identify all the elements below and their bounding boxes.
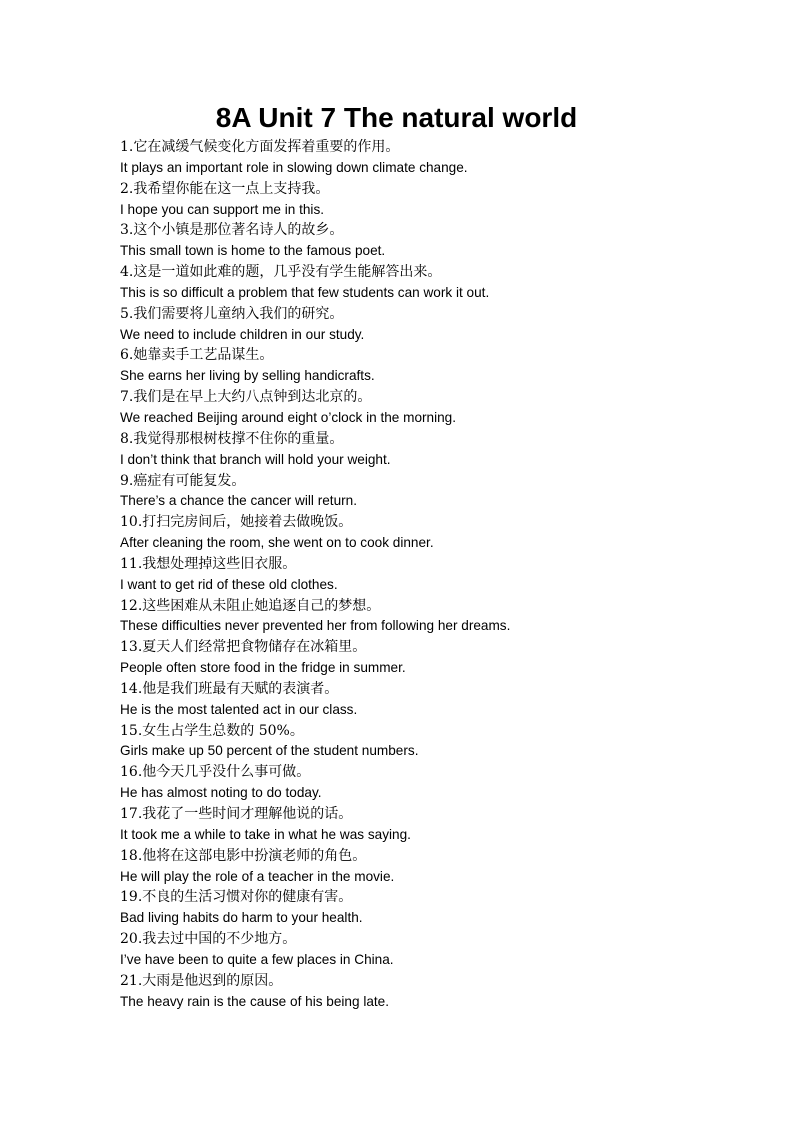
chinese-sentence: 20.我去过中国的不少地方。: [120, 931, 297, 948]
chinese-sentence: 6.她靠卖手工艺品谋生。: [120, 347, 274, 364]
chinese-sentence: 12.这些困难从未阻止她追逐自己的梦想。: [120, 597, 381, 614]
english-translation: The heavy rain is the cause of his being late.: [120, 993, 390, 1009]
english-translation: We need to include children in our study.: [120, 326, 365, 342]
chinese-sentence: 14.他是我们班最有天赋的表演者。: [120, 680, 339, 697]
english-translation: We reached Beijing around eight o’clock in the morning.: [120, 409, 457, 425]
english-translation: He has almost noting to do today.: [120, 785, 322, 801]
english-translation: She earns her living by selling handicrafts.: [120, 368, 375, 384]
chinese-sentence: 11.我想处理掉这些旧衣服。: [120, 555, 297, 572]
english-translation: People often store food in the fridge in summer.: [120, 660, 406, 676]
english-translation: After cleaning the room, she went on to cook dinner.: [120, 535, 434, 551]
english-translation: Bad living habits do harm to your health.: [120, 910, 363, 926]
chinese-sentence: 17.我花了一些时间才理解他说的话。: [120, 806, 353, 822]
english-translation: It plays an important role in slowing down climate change.: [120, 159, 468, 175]
chinese-sentence: 10.打扫完房间后，她接着去做晚饭。: [120, 514, 353, 531]
chinese-sentence: 13.夏天人们经常把食物储存在冰箱里。: [120, 639, 367, 656]
chinese-sentence: 8.我觉得那根树枝撑不住你的重量。: [120, 430, 344, 447]
chinese-sentence: 21.大雨是他迟到的原因。: [120, 972, 283, 989]
page-title: 8A Unit 7 The natural world: [215, 102, 578, 133]
english-translation: I hope you can support me in this.: [120, 201, 325, 217]
chinese-sentence: 5.我们需要将儿童纳入我们的研究。: [120, 305, 344, 322]
english-translation: I’ve have been to quite a few places in China.: [120, 951, 394, 967]
chinese-sentence: 3.这个小镇是那位著名诗人的故乡。: [120, 222, 344, 239]
chinese-sentence: 15.女生占学生总数的 50%。: [120, 722, 304, 739]
chinese-sentence: 9.癌症有可能复发。: [120, 472, 246, 489]
english-translation: There’s a chance the cancer will return.: [120, 493, 358, 509]
chinese-sentence: 18.他将在这部电影中扮演老师的角色。: [120, 847, 367, 864]
english-translation: I want to get rid of these old clothes.: [120, 576, 338, 592]
english-translation: Girls make up 50 percent of the student numbers.: [120, 743, 419, 759]
sentence-list: [120, 137, 740, 1012]
chinese-sentence: 4.这是一道如此难的题，几乎没有学生能解答出来。: [120, 264, 442, 281]
chinese-sentence: 2.我希望你能在这一点上支持我。: [120, 180, 330, 197]
english-translation: He is the most talented act in our class.: [120, 701, 358, 717]
english-translation: These difficulties never prevented her from following her dreams.: [120, 618, 511, 634]
english-translation: I don’t think that branch will hold your weight.: [120, 451, 391, 467]
english-translation: This is so difficult a problem that few students can work it out.: [120, 284, 490, 300]
chinese-sentence: 1.它在减缓气候变化方面发挥着重要的作用。: [120, 139, 400, 155]
chinese-sentence: 19.不良的生活习惯对你的健康有害。: [120, 889, 353, 906]
english-translation: He will play the role of a teacher in the movie.: [120, 868, 395, 884]
chinese-sentence: 16.他今天几乎没什么事可做。: [120, 764, 311, 781]
english-translation: It took me a while to take in what he was saying.: [120, 826, 411, 842]
chinese-sentence: 7.我们是在早上大约八点钟到达北京的。: [120, 389, 372, 406]
english-translation: This small town is home to the famous poet.: [120, 243, 386, 259]
